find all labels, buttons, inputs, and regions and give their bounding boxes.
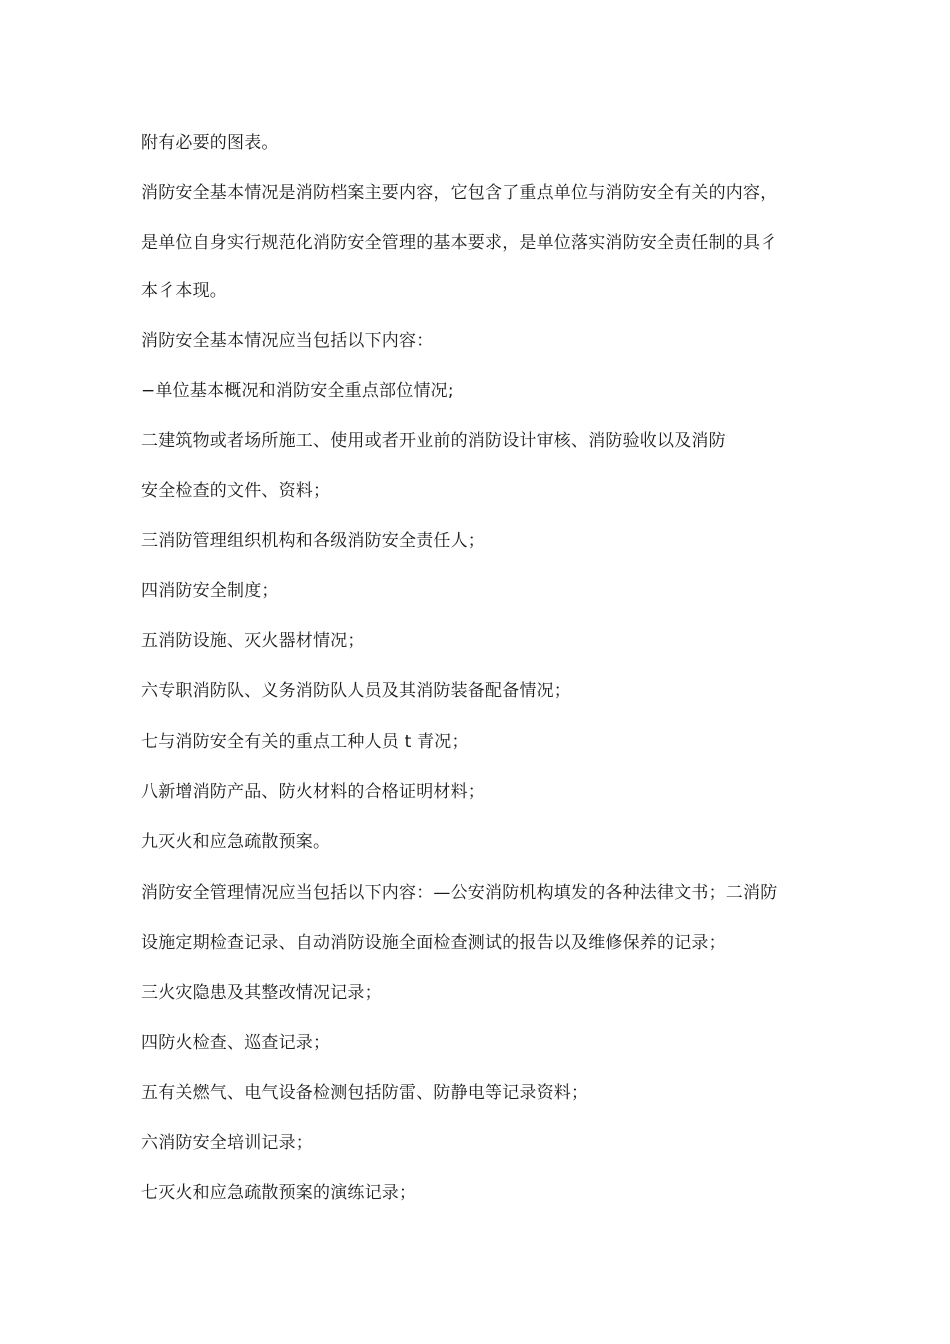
text-line: 三消防管理组织机构和各级消防安全责任人； [141, 531, 485, 551]
text-line: 设施定期检查记录、自动消防设施全面检查测试的报告以及维修保养的记录； [141, 933, 726, 953]
text-line: 二建筑物或者场所施工、使用或者开业前的消防设计审核、消防验收以及消防 [141, 431, 726, 451]
text-line: 六消防安全培训记录； [141, 1133, 313, 1153]
text-line: 四防火检查、巡查记录； [141, 1033, 331, 1053]
text-line: 是单位自身实行规范化消防安全管理的基本要求，是单位落实消防安全责任制的具彳 [141, 233, 778, 253]
text-line: 本彳本现。 [141, 281, 227, 301]
text-line: 七灭火和应急疏散预案的演练记录； [141, 1183, 417, 1203]
text-line: 九灭火和应急疏散预案。 [141, 832, 331, 852]
text-line: 八新增消防产品、防火材料的合格证明材料； [141, 782, 485, 802]
text-line: 消防安全管理情况应当包括以下内容：—公安消防机构填发的各种法律文书；二消防 [141, 883, 778, 903]
text-line: 安全检查的文件、资料； [141, 481, 331, 501]
text-line: 三火灾隐患及其整改情况记录； [141, 983, 382, 1003]
text-line: 五消防设施、灭火器材情况； [141, 631, 365, 651]
text-line: 四消防安全制度； [141, 581, 279, 601]
text-line: 消防安全基本情况是消防档案主要内容，它包含了重点单位与消防安全有关的内容， [141, 183, 778, 203]
text-line: 七与消防安全有关的重点工种人员 t 青况； [141, 732, 469, 752]
text-line: 消防安全基本情况应当包括以下内容： [141, 331, 434, 351]
text-line: 附有必要的图表。 [141, 133, 279, 153]
text-line: −单位基本概况和消防安全重点部位情况; [141, 381, 454, 401]
text-line: 六专职消防队、义务消防队人员及其消防装备配备情况； [141, 681, 571, 701]
text-line: 五有关燃气、电气设备检测包括防雷、防静电等记录资料； [141, 1083, 589, 1103]
